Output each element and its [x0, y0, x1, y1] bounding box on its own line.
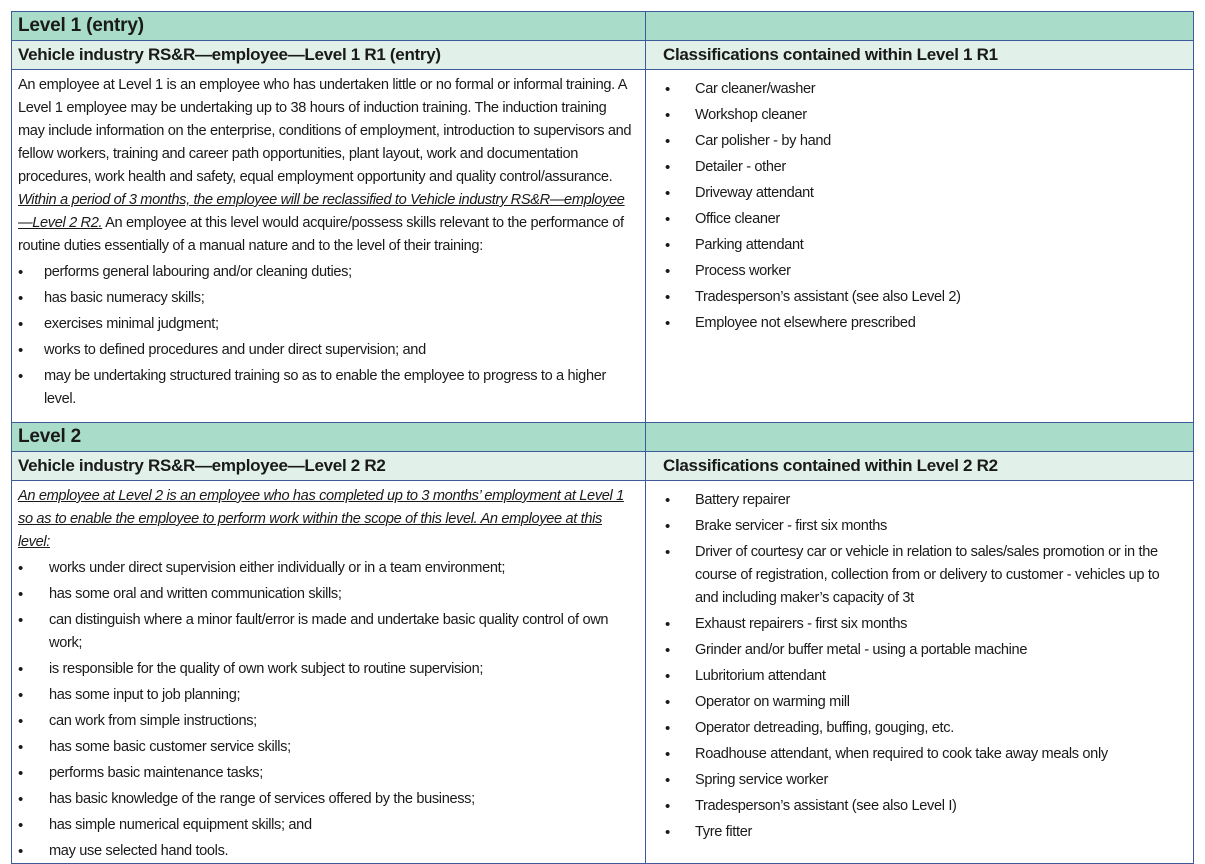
level-2-duty-item: • has some input to job planning;: [12, 684, 645, 707]
level-2-duty-item: • has some basic customer service skills;: [12, 736, 645, 759]
level-2-duty-item: • works under direct supervision either individually or in a team environment;: [12, 557, 645, 580]
level-1-classification-item: • Driveway attendant: [646, 182, 1193, 205]
level-2-classification-item: • Roadhouse attendant, when required to cook take away meals only: [646, 743, 1193, 766]
level-2-classification-item: • Battery repairer: [646, 489, 1193, 512]
level-2-title-cell: [12, 423, 646, 452]
level-2-duty-item: • can distinguish where a minor fault/error is made and undertake basic quality control of own work;: [12, 609, 645, 655]
level-1-left-heading: Vehicle industry RS&R—employee—Level 1 R1 (entry): [18, 45, 441, 64]
level-2-duty-item: • may use selected hand tools.: [12, 840, 645, 863]
level-2-body-row: [12, 481, 1194, 864]
level-1-classification-item: • Tradesperson’s assistant (see also Level 2): [646, 286, 1193, 309]
level-1-intro-underlined: Within a period of 3 months, the employee will be reclassified to Vehicle industry RS&R—employee—Level 2 R2.: [18, 192, 625, 231]
level-1-duty-item: • has basic numeracy skills;: [12, 287, 645, 310]
level-2-duty-item: • performs basic maintenance tasks;: [12, 762, 645, 785]
level-1-classification-item: • Workshop cleaner: [646, 104, 1193, 127]
level-2-classifications-cell: [646, 481, 1194, 864]
level-2-classification-item: • Brake servicer - first six months: [646, 515, 1193, 538]
level-1-title-cell: [12, 12, 646, 41]
level-2-header-row: [12, 423, 1194, 452]
level-1-classification-item: • Employee not elsewhere prescribed: [646, 312, 1193, 335]
level-2-classification-item: • Spring service worker: [646, 769, 1193, 792]
level-2-classification-item: • Driver of courtesy car or vehicle in relation to sales/sales promotion or in the course of registration, collection from or delivery to customer - vehicles up to and including maker’s capacity of 3t: [646, 541, 1193, 610]
level-2-classification-item: • Tyre fitter: [646, 821, 1193, 844]
level-2-left-heading: Vehicle industry RS&R—employee—Level 2 R2: [18, 456, 386, 475]
level-2-left-heading-cell: [12, 452, 646, 481]
level-2-title: Level 2: [18, 426, 82, 447]
level-1-header-row: [12, 12, 1194, 41]
level-1-body-row: [12, 70, 1194, 423]
level-1-description-cell: [12, 70, 646, 423]
level-1-classification-item: • Office cleaner: [646, 208, 1193, 231]
level-1-classification-item: • Car polisher - by hand: [646, 130, 1193, 153]
level-1-intro-text: An employee at Level 1 is an employee who has undertaken little or no formal or informal training. A Level 1 employee may be undertaking up to 38 hours of induction training. The induction training may include information on the enterprise, conditions of employment, introduction to supervisors and fellow workers, training and career path opportunities, plant layout, work and documentation procedures, work health and safety, equal employment opportunity and quality control/assurance.: [18, 77, 632, 185]
level-2-description-cell: [12, 481, 646, 864]
level-1-empty-cell: [646, 12, 1194, 41]
level-2-duty-item: • has some oral and written communication skills;: [12, 583, 645, 606]
level-1-right-heading: Classifications contained within Level 1 R1: [663, 45, 998, 64]
level-2-duty-item: • has simple numerical equipment skills; and: [12, 814, 645, 837]
level-2-duty-item: • is responsible for the quality of own work subject to routine supervision;: [12, 658, 645, 681]
level-2-classifications-list: [646, 481, 1193, 844]
level-2-right-heading-cell: [646, 452, 1194, 481]
level-2-intro-underlined: An employee at Level 2 is an employee who has completed up to 3 months’ employment at Level 1 so as to enable the employee to perform work within the scope of this level. An employee at this level:: [18, 488, 624, 550]
level-2-intro: [12, 481, 645, 554]
level-2-right-heading: Classifications contained within Level 2 R2: [663, 456, 998, 475]
level-2-classification-item: • Tradesperson’s assistant (see also Level I): [646, 795, 1193, 818]
level-1-intro-after: An employee at this level would acquire/possess skills relevant to the performance of routine duties essentially of a manual nature and to the level of their training:: [18, 215, 624, 254]
level-1-classifications-list: [646, 70, 1193, 335]
level-2-classification-item: • Grinder and/or buffer metal - using a portable machine: [646, 639, 1193, 662]
level-1-right-heading-cell: [646, 41, 1194, 70]
level-1-subheader-row: [12, 41, 1194, 70]
level-1-classification-item: • Detailer - other: [646, 156, 1193, 179]
level-2-duties-list: [12, 557, 645, 863]
level-1-duty-item: • performs general labouring and/or cleaning duties;: [12, 261, 645, 284]
level-1-classification-item: • Process worker: [646, 260, 1193, 283]
level-2-empty-cell: [646, 423, 1194, 452]
level-2-classification-item: • Exhaust repairers - first six months: [646, 613, 1193, 636]
classification-table: [11, 11, 1194, 864]
level-1-intro: [12, 70, 645, 258]
level-1-duties-list: [12, 261, 645, 411]
level-1-duty-item: • works to defined procedures and under direct supervision; and: [12, 339, 645, 362]
level-1-duty-item: • may be undertaking structured training so as to enable the employee to progress to a higher level.: [12, 365, 645, 411]
level-2-subheader-row: [12, 452, 1194, 481]
level-2-classification-item: • Lubritorium attendant: [646, 665, 1193, 688]
level-1-title: Level 1 (entry): [18, 15, 144, 36]
level-1-duty-item: • exercises minimal judgment;: [12, 313, 645, 336]
level-2-classification-item: • Operator on warming mill: [646, 691, 1193, 714]
level-2-duty-item: • has basic knowledge of the range of services offered by the business;: [12, 788, 645, 811]
level-1-classification-item: • Parking attendant: [646, 234, 1193, 257]
level-1-classification-item: • Car cleaner/washer: [646, 78, 1193, 101]
level-2-duty-item: • can work from simple instructions;: [12, 710, 645, 733]
level-2-classification-item: • Operator detreading, buffing, gouging, etc.: [646, 717, 1193, 740]
level-1-classifications-cell: [646, 70, 1194, 423]
level-1-left-heading-cell: [12, 41, 646, 70]
